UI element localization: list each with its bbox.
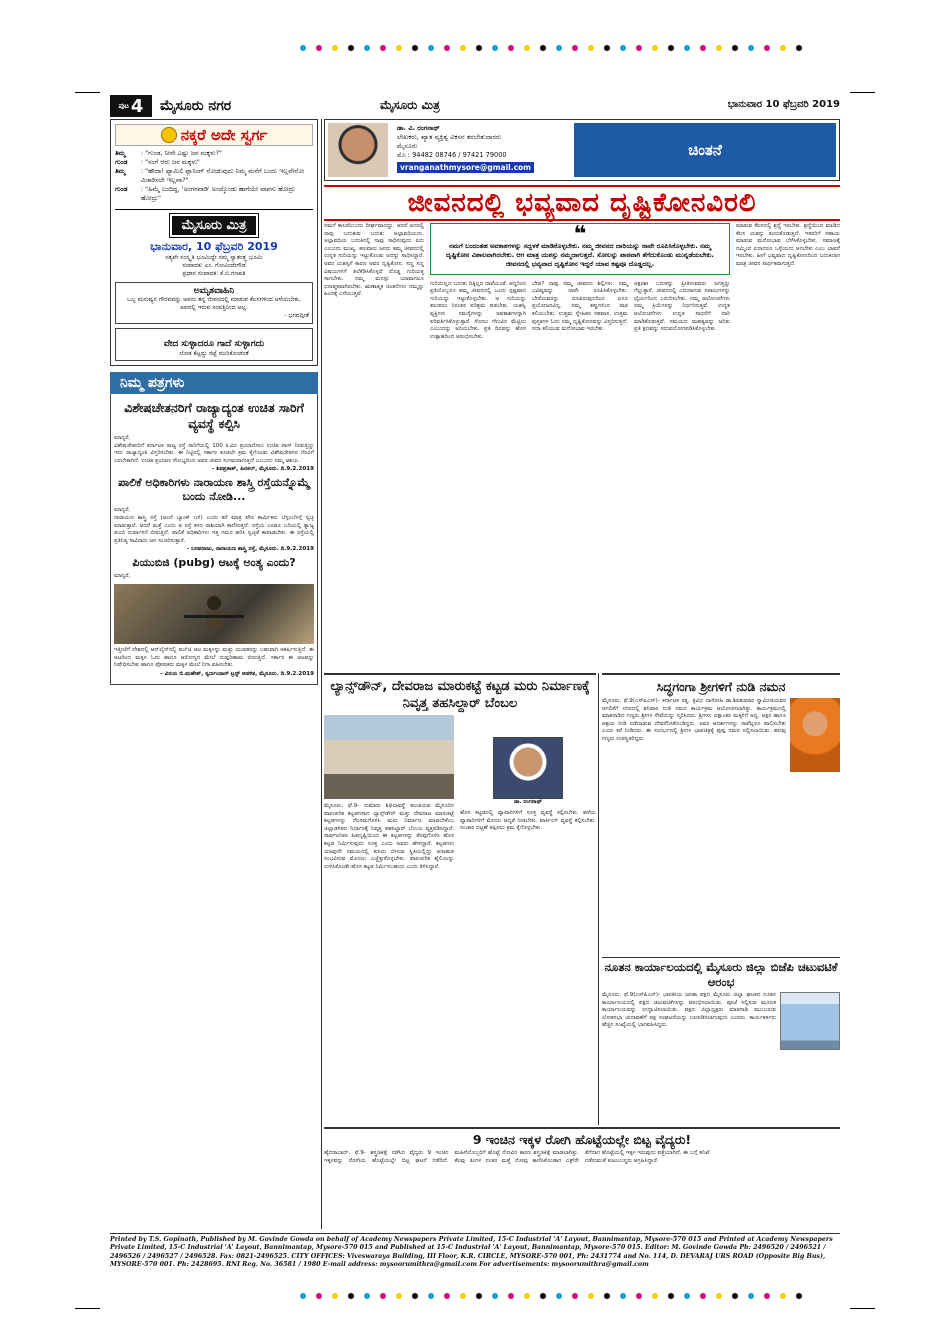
chintane-middle: [430, 223, 730, 669]
author-email: vranganathmysore@gmail.com: [397, 162, 534, 173]
proverb-box: [115, 328, 313, 361]
market-building-photo: [324, 715, 454, 799]
column-divider: [598, 673, 599, 1125]
official-photo-caption: ಡಾ. ರಂಗನಾಥ್: [513, 799, 543, 805]
letter-signature: - ವಿನಯ ಬಿ.ಮಹೇಶ್, ಸ್ವರ್ಣಂದಾರ್ ಟ್ರಸ್ಟ್ ಆಡಳಿತ, ಮೈಸೂರು. ದಿ.9.2.2019: [160, 670, 314, 677]
lansdowne-headline: ಲ್ಯಾನ್ಸ್‌ಡೌನ್, ದೇವರಾಜ ಮಾರುಕಟ್ಟೆ ಕಟ್ಟಡ ಮರು ನಿರ್ಮಾಣಕ್ಕೆ ನಿವೃತ್ತ ತಹಸಿಲ್ದಾರ್ ಬೆಂಬಲ: [330, 679, 590, 711]
lansdowne-body: ಮೈಸೂರು, ಫೆ.9- ಸುಮಾರು ಶಿಥಿಲಾವಸ್ಥೆ ತಲುಪಿರುವ ಮೈಸೂರಿನ ಪಾರಂಪರಿಕ ಕಟ್ಟಡಗಳಾದ ಲ್ಯಾನ್ಸ್‌ಡೌನ್ ಮತ್ತು ದೇವರಾಜ ಮಾರುಕಟ್ಟೆ ಕಟ್ಟಡಗಳನ್ನು ನೆಲಸಮಗೊಳಿಸಿ ಮರು ನಿರ್ಮಾಣ ಮಾಡಬೇಕೆಂಬ ಜಿಲ್ಲಾಡಳಿತದ ನಿರ್ಧಾರಕ್ಕೆ ನಿವೃತ್ತ ತಹಸಿಲ್ದಾರ್ ಬೆಂಬಲ ವ್ಯಕ್ತಪಡಿಸಿದ್ದಾರೆ. ಸಾರ್ವಜನಿಕರ ಹಿತದೃಷ್ಟಿಯಿಂದ ಈ ಕಟ್ಟಡಗಳನ್ನು ತೆರವುಗೊಳಿಸಿ ಹೊಸ ಕಟ್ಟಡ ನಿರ್ಮಿಸುವುದು ಸೂಕ್ತ ಎಂದು ಅವರು ಹೇಳಿದ್ದಾರೆ. ಕಟ್ಟಡಗಳು ಯಾವುದೇ ಸಮಯದಲ್ಲಿ ಕುಸಿದು ಬೀಳುವ ಸ್ಥಿತಿಯಲ್ಲಿದ್ದು ಅನಾಹುತ ಸಂಭವಿಸುವ ಮೊದಲು ಎಚ್ಚೆತ್ತುಕೊಳ್ಳಬೇಕು. ಪಾರಂಪರಿಕ ಶೈಲಿಯನ್ನು ಉಳಿಸಿಕೊಂಡೇ ಹೊಸ ಕಟ್ಟಡ ನಿರ್ಮಿಸಬಹುದು ಎಂದು ತಿಳಿಸಿದ್ದಾರೆ.: [324, 803, 454, 870]
letter-salutation: ಮಾನ್ಯರೆ,: [114, 507, 131, 514]
proverb-text: ಲೋಕ ಕೆಟ್ಟದ್ದು ರಟ್ಟೆ ಮುರಿಕೊಂಡಂತೆ: [179, 350, 249, 357]
author-phone: ಮೊ : 94482 08746 / 97421 79000: [397, 151, 507, 159]
section-title: ಮೈಸೂರು ನಗರ: [160, 98, 232, 114]
letter-body: ಇತ್ತೀಚೆಗೆ ದೇಶದಲ್ಲಿ ಆನ್‌ಲೈನ್‌ನಲ್ಲಿ ಪಬ್‌ಜಿ ಆಟ ಮಕ್ಕಳನ್ನು ಮತ್ತು ಯುವಕರನ್ನು ಬಹುವಾಗಿ ಆಕರ್ಷಿಸುತ್ತಿದೆ. ಈ ಆಟದಿಂದ ಮಕ್ಕಳ ಓದು ಹಾಗೂ ಆರೋಗ್ಯದ ಮೇಲೆ ದುಷ್ಪರಿಣಾಮ ಬೀರುತ್ತಿದೆ. ಸರ್ಕಾರ ಈ ಆಟವನ್ನು ನಿಷೇಧಿಸಬೇಕು ಹಾಗೂ ಪೋಷಕರು ಮಕ್ಕಳ ಮೇಲೆ ನಿಗಾ ವಹಿಸಬೇಕು.: [114, 646, 314, 669]
humor-dialog: [115, 149, 313, 203]
siddaganga-headline: ಸಿದ್ಧಗಂಗಾ ಶ್ರೀಗಳಿಗೆ ನುಡಿ ನಮನ: [656, 679, 786, 694]
masthead-editor: ಸಂಪಾದಕ: ಎಂ. ಗೋವಿಂದೇಗೌಡ: [182, 262, 246, 269]
registration-dots-top: [300, 45, 802, 51]
lansdowne-body-continued: ಹೊಸ ಕಟ್ಟಡದಲ್ಲಿ ವ್ಯಾಪಾರಿಗಳಿಗೆ ಸೂಕ್ತ ವ್ಯವಸ್ಥೆ ಕಲ್ಪಿಸಬೇಕು. ಹಳೆಯ ವ್ಯಾಪಾರಿಗಳಿಗೆ ಮೊದಲ ಆದ್ಯತೆ ನೀಡಬೇಕು. ಪಾರ್ಕಿಂಗ್ ವ್ಯವಸ್ಥೆ ಕಲ್ಪಿಸಬೇಕು. ಸಂಚಾರ ದಟ್ಟಣೆ ತಪ್ಪಿಸಲು ಕ್ರಮ ಕೈಗೊಳ್ಳಬೇಕು.: [460, 810, 596, 832]
chintane-section: [324, 119, 840, 221]
chintane-column: ಮಾಡುವ ಕೆಲಸದಲ್ಲಿ ಶ್ರದ್ಧೆ ಇರಬೇಕು. ಶ್ರದ್ಧೆಯಿಂದ ಮಾಡಿದ ಕೆಲಸ ಯಶಸ್ಸು ತಂದುಕೊಡುತ್ತದೆ. ಇತರರಿಗೆ ಸಹಾಯ ಮಾಡುವ ಮನೋಭಾವ ಬೆಳೆಸಿಕೊಳ್ಳಬೇಕು. ಸಮಾಜಕ್ಕೆ ನಮ್ಮಿಂದ ಏನಾದರೂ ಒಳ್ಳೆಯದು ಆಗಬೇಕು ಎಂಬ ಭಾವನೆ ಇರಬೇಕು. ಹೀಗೆ ಭವ್ಯವಾದ ದೃಷ್ಟಿಕೋನದಿಂದ ಬದುಕಿದಾಗ ಮಾತ್ರ ಜೀವನ ಸಾರ್ಥಕವಾಗುತ್ತದೆ.: [736, 223, 840, 267]
official-photo: [493, 737, 563, 799]
dialog-line: ತಿಮ್ಮ : "ಹೌದಾ! ಫ್ಯಾಮಿಲಿ ಪ್ಲಾನಿಂಗ್ ನೋಡುವುದು ನಿಮ್ಮ ಮನೆಗೆ ಬಂದು ಇಲ್ಲವೇನೋ ವಿಚಾರಿಸಲೇ ಇಲ್ಲವಾ?": [115, 167, 305, 184]
letter-headline: ಪಾಲಿಕೆ ಅಧಿಕಾರಿಗಳು ನಾರಾಯಣ ಶಾಸ್ತ್ರಿ ರಸ್ತೆಯನ್ನೊಮ್ಮೆ ಬಂದು ನೋಡಿ...: [118, 476, 310, 504]
masthead-tagline: ಸತ್ಯವೇ ಸಂಸ್ಕೃತಿ ಭೂಮಿದ್ದೇ ನಮ್ಮ ಸ್ವಾತಂತ್ರ್ಯ ಭೂಮಿ: [165, 254, 263, 261]
humor-title: ನಕ್ಕರೆ ಅದೇ ಸ್ವರ್ಗ: [115, 124, 313, 146]
dialog-line: ಗುಂಡ : "ನಂಗೆ ಆರು ಜನ ಮಕ್ಕಳು": [115, 158, 200, 166]
pull-quote: ನಮಗೆ ಬಂದಂತಹ ಅವಕಾಶಗಳನ್ನು ಸದ್ಬಳಕೆ ಮಾಡಿಕೊಳ್ಳಬೇಕು. ನಮ್ಮ ಜೀವನದ ದಾರಿಯನ್ನು ನಾವೇ ರೂಪಿಸಿಕೊಳ್ಳಬೇಕು. ನಮ್ಮ ದೃಷ್ಟಿಕೋನ ವಿಶಾಲವಾಗಿರಬೇಕು. ಆಗ ಮಾತ್ರ ಯಶಸ್ಸು ನಮ್ಮದಾಗುತ್ತದೆ. ಸೋಲನ್ನು ಪಾಠವಾಗಿ ತೆಗೆದುಕೊಂಡು ಮುನ್ನಡೆಯಬೇಕು. ಜೀವನದಲ್ಲಿ ಭವ್ಯವಾದ ದೃಷ್ಟಿಕೋನ ಇದ್ದರೆ ಯಾವ ಕಷ್ಟವೂ ದೊಡ್ಡದಲ್ಲ.: [446, 242, 714, 269]
letter-signature: - ಶಿವಪ್ರಕಾಶ್, ಹಿನಕಲ್, ಮೈಸೂರು. ದಿ.9.2.2019: [212, 466, 314, 473]
column-divider: [321, 119, 322, 1229]
pull-quote-box: [430, 223, 730, 275]
author-city: ಮೈಸೂರು: [397, 142, 418, 150]
author-role: ಲೇಖಕರು, ಖ್ಯಾತ ವ್ಯಕ್ತಿತ್ವ ವಿಕಸನ ತರಬೇತುದಾರರು: [397, 133, 502, 141]
chintane-body: [324, 223, 840, 669]
page-label: ಪುಟ: [118, 101, 129, 110]
dialog-line: ಗುಂಡ : "ಹಿಮ್ಮೆ ಬಂದಿದ್ದ, 'ಅಂಗನವಾಡಿ' ಅಂದ್ಕೊಂಡು ಹಾಗೆಯೇ ವಾಪಸು ಹೋದ್ರು ಹೋದ್ರು": [115, 185, 296, 202]
amrita-text: ಒಬ್ಬ ಮನುಷ್ಯನ ಗೌರವವನ್ನು ಅವನು ತನ್ನ ಜೀವನದಲ್ಲಿ ಮಾಡುವ ಕೆಲಸಗಳಿಂದ ಅಳೆಯಬೇಕು, ಅವನಲ್ಲಿ ಇರುವ ಸಂಪತ್ತಿನಿಂದ ಅಲ್ಲ.: [127, 296, 301, 311]
chintane-headline: ಜೀವನದಲ್ಲಿ ಭವ್ಯವಾದ ದೃಷ್ಟಿಕೋನವಿರಲಿ: [324, 185, 840, 221]
laughing-face-icon: [161, 127, 177, 143]
chintane-column: ನಮಗೆ ಕಾಲವೆಂಬುದು ದೀರ್ಘವಾದದ್ದು. ಆದರೆ ಅದರಲ್ಲಿ ನಾವು ಬದುಕುವ ಬದುಕು ಅಲ್ಪಾವಧಿಯದು. ಅಲ್ಪಾವಧಿಯ ಬದುಕಿನಲ್ಲಿ ನಾವು ಸಾಧಿಸುವುದು ಏನು ಎಂಬುದು ಮುಖ್ಯ. ಹಲವಾರು ಜನರು ತಮ್ಮ ಜೀವನದಲ್ಲಿ ಉನ್ನತ ಗುರಿಯನ್ನು ಇಟ್ಟುಕೊಂಡು ಅದನ್ನು ಸಾಧಿಸಿದ್ದಾರೆ. ಅವರ ಯಶಸ್ಸಿಗೆ ಕಾರಣ ಅವರ ದೃಷ್ಟಿಕೋನ. ಸಣ್ಣ ಸಣ್ಣ ವಿಷಯಗಳಿಗೆ ತಲೆಕೆಡಿಸಿಕೊಳ್ಳದೆ ದೊಡ್ಡ ಗುರಿಯತ್ತ ಸಾಗಬೇಕು. ನಮ್ಮ ಮನಸ್ಸು ಯಾವಾಗಲೂ ಧನಾತ್ಮಕವಾಗಿರಬೇಕು. ಋಣಾತ್ಮಕ ಚಿಂತನೆಗಳು ನಮ್ಮನ್ನು ಹಿಂದಕ್ಕೆ ಎಳೆಯುತ್ತವೆ.: [324, 223, 424, 298]
author-name: ಡಾ. ವಿ. ರಂಗನಾಥ್: [397, 124, 440, 132]
crop-mark: [850, 1308, 875, 1309]
siddaganga-story: [602, 673, 840, 772]
letter-salutation: ಮಾನ್ಯರೆ,: [114, 435, 131, 441]
letters-banner: ನಿಮ್ಮ ಪತ್ರಗಳು: [110, 372, 318, 394]
masthead-publisher: ಪ್ರಧಾನ ಸಂಪಾದಕ: ಕೆ.ಬಿ.ಗಣಪತಿ: [182, 270, 246, 277]
page-number: 4: [130, 95, 144, 117]
forceps-story: [324, 1127, 840, 1165]
crop-mark: [75, 1308, 100, 1309]
forceps-headline: 9 ಇಂಚಿನ ಇಕ್ಕಳ ರೋಗಿ ಹೊಟ್ಟೆಯಲ್ಲೇ ಬಿಟ್ಟ ವೈದ್ಯರು!: [472, 1132, 692, 1147]
letter-body: ವಿಶೇಷಚೇತನರಿಗೆ ಕರ್ನಾಟಕ ರಾಜ್ಯ ರಸ್ತೆ ಸಾರಿಗೆಯಲ್ಲಿ 100 ಕಿ.ಮೀ ಪ್ರಯಾಣಿಸಲು ಉಚಿತ ಪಾಸ್ ನೀಡುತ್ತಿದ್ದು ಇದು ರಾಜ್ಯಾದ್ಯಂತ ವಿಸ್ತರಿಸಬೇಕು. ಈ ನಿಟ್ಟಿನಲ್ಲಿ ಸರ್ಕಾರ ಕೂಡಲೇ ಕ್ರಮ ಕೈಗೊಂಡು ವಿಶೇಷಚೇತನರ ನೆರವಿಗೆ ಬರಬೇಕಾಗಿದೆ. ಉಚಿತ ಪ್ರಯಾಣ ಸೌಲಭ್ಯದಿಂದ ಅವರ ಜೀವನ ಸುಗಮವಾಗುತ್ತದೆ ಎಂಬುದು ನಮ್ಮ ಆಶಯ.: [114, 442, 314, 464]
pubg-photo: [114, 584, 314, 644]
swamiji-photo: [790, 698, 840, 772]
left-column: [110, 119, 318, 685]
page-number-box: [110, 95, 152, 117]
quote-mark-icon: ❝: [573, 222, 587, 247]
masthead-date: ಭಾನುವಾರ, 10 ಫೆಬ್ರವರಿ 2019: [150, 240, 278, 253]
letter-body: ನಾರಾಯಣ ಶಾಸ್ತ್ರಿ ರಸ್ತೆ (ಅಂದೆ ಬ್ಯಾಂಕ್ ಬಳಿ) ಎಂದು ಕರೆ ಮಾತ್ರ ಪೌರ ಕಾರ್ಮಿಕರು ಬೆಳ್ಳಂಬೆಳಗ್ಗೆ ಸ್ವಚ್ಛ ಮಾಡುತ್ತಾರೆ. ಆದರೆ ಮತ್ತೆ ಎಂದು ಆ ರಸ್ತೆ ಕಸದ ರಾಶಿಯಾಗಿ ಕಾಣಿಸುತ್ತದೆ. ರಸ್ತೆಯ ಎರಡೂ ಬದಿಯಲ್ಲಿ ತ್ಯಾಜ್ಯ ತುಂಬಿ ದುರ್ವಾಸನೆ ಬೀರುತ್ತಿದೆ. ಪಾಲಿಕೆ ಅಧಿಕಾರಿಗಳು ಇತ್ತ ಗಮನ ಹರಿಸಿ ಸ್ವಚ್ಛತೆ ಕಾಪಾಡಬೇಕು. ಈ ರಸ್ತೆಯಲ್ಲಿ ಪ್ರತಿನಿತ್ಯ ಸಾವಿರಾರು ಜನ ಸಂಚರಿಸುತ್ತಾರೆ.: [114, 514, 314, 544]
siddaganga-body: ಮೈಸೂರು, ಫೆ.9(ಎಸ್‌ಪಿಎನ್)- ಕರ್ನಾಟಕ ರತ್ನ, ತ್ರಿವಿಧ ದಾಸೋಹಿ ಡಾ.ಶಿವಕುಮಾರ ಸ್ವಾಮೀಜಿಯವರ ಅಗಲಿಕೆಗೆ ನಗರದಲ್ಲಿ ಶನಿವಾರ ನುಡಿ ನಮನ ಕಾರ್ಯಕ್ರಮ ಆಯೋಜಿಸಲಾಗಿತ್ತು. ಕಾರ್ಯಕ್ರಮದಲ್ಲಿ ಮಾತನಾಡಿದ ಗಣ್ಯರು ಶ್ರೀಗಳ ಸೇವೆಯನ್ನು ಸ್ಮರಿಸಿದರು. ಶ್ರೀಗಳು ಲಕ್ಷಾಂತರ ಮಕ್ಕಳಿಗೆ ಅನ್ನ, ಅಕ್ಷರ ಹಾಗೂ ಆಶ್ರಯ ನೀಡಿ ನಡೆದಾಡುವ ದೇವರೆನಿಸಿಕೊಂಡಿದ್ದರು. ಅವರ ಆದರ್ಶಗಳನ್ನು ನಾವೆಲ್ಲರೂ ಪಾಲಿಸಬೇಕು ಎಂದು ಕರೆ ನೀಡಿದರು. ಈ ಸಂದರ್ಭದಲ್ಲಿ ಶ್ರೀಗಳ ಭಾವಚಿತ್ರಕ್ಕೆ ಪುಷ್ಪ ನಮನ ಸಲ್ಲಿಸಲಾಯಿತು. ಹಲವು ಗಣ್ಯರು ಉಪಸ್ಥಿತರಿದ್ದರು.: [602, 698, 786, 742]
proverb-title: ವೇದ ಸುಳ್ಳಾದರೂ ಗಾದೆ ಸುಳ್ಳಾಗದು: [163, 339, 265, 349]
author-info: [391, 120, 571, 180]
lansdowne-story: [324, 673, 596, 871]
newspaper-page: [110, 95, 840, 1305]
letter-headline: ವಿಶೇಷಚೇತನರಿಗೆ ರಾಜ್ಯಾದ್ಯಂತ ಉಚಿತ ಸಾರಿಗೆ ವ್ಯವಸ್ಥೆ ಕಲ್ಪಿಸಿ: [124, 400, 304, 431]
forceps-body: ಹೈದರಾಬಾದ್, ಫೆ.9- ಶಸ್ತ್ರಚಿಕಿತ್ಸೆ ನಡೆಸಿದ ವೈದ್ಯರು 9 ಇಂಚಿನ ಇಕ್ಕಳವನ್ನು ರೋಗಿಯ ಹೊಟ್ಟೆಯಲ್ಲೇ ಬಿಟ್ಟ ಘಟನೆ ನಡೆದಿದೆ. ಮಹಿಳೆಯೊಬ್ಬರಿಗೆ ಹೊಟ್ಟೆ ನೋವಿನ ಕಾರಣ ಶಸ್ತ್ರಚಿಕಿತ್ಸೆ ಮಾಡಲಾಗಿತ್ತು. ಕೆಲವು ತಿಂಗಳ ನಂತರ ಮತ್ತೆ ನೋವು ಕಾಣಿಸಿಕೊಂಡಾಗ ಎಕ್ಸ್‌ರೇ ತೆಗೆದಾಗ ಹೊಟ್ಟೆಯಲ್ಲಿ ಇಕ್ಕಳ ಇರುವುದು ಪತ್ತೆಯಾಗಿದೆ. ಈ ಬಗ್ಗೆ ತನಿಖೆ ನಡೆಸುವಂತೆ ಕುಟುಂಬಸ್ಥರು ಆಗ್ರಹಿಸಿದ್ದಾರೆ.: [324, 1150, 710, 1164]
letter-salutation: ಮಾನ್ಯರೆ,: [114, 573, 131, 580]
paper-logo: ಮೈಸೂರು ಮಿತ್ರ: [170, 214, 259, 237]
dialog-line: ತಿಮ್ಮ : "ಗುಂಡ, ನೀನೇ ಎಷ್ಟು ಜನ ಮಕ್ಕಳು?": [115, 149, 222, 157]
chintane-column: ಬೇಡ? ನಾವು ನಮ್ಮ ಜೀವನದ ಶಿಲ್ಪಿಗಳು. ನಮ್ಮ ಭವಿಷ್ಯವನ್ನು ನಾವೇ ರೂಪಿಸಿಕೊಳ್ಳಬೇಕು. ಬೇರೆಯವರನ್ನು ದೂಷಿಸುವುದರಿಂದ ಏನೂ ಪ್ರಯೋಜನವಿಲ್ಲ. ನಮ್ಮ ತಪ್ಪುಗಳಿಂದ ಪಾಠ ಕಲಿಯಬೇಕು. ಉತ್ತಮ ಸ್ನೇಹಿತರ ಸಹವಾಸ, ಉತ್ತಮ ಪುಸ್ತಕಗಳ ಓದು ನಮ್ಮ ದೃಷ್ಟಿಕೋನವನ್ನು ವಿಸ್ತರಿಸುತ್ತದೆ. ಸದಾ ಕಲಿಯುವ ಮನೋಭಾವ ಇರಬೇಕು.: [532, 280, 628, 333]
bjp-story: [602, 957, 840, 1050]
paper-name-header: ಮೈಸೂರು ಮಿತ್ರ: [380, 98, 440, 112]
humor-box: [110, 119, 318, 366]
bjp-body: ಮೈಸೂರು, ಫೆ.9(ಎಸ್‌ಪಿಎನ್)- ಭಾರತೀಯ ಜನತಾ ಪಕ್ಷದ ಮೈಸೂರು ಜಿಲ್ಲಾ ಘಟಕದ ನೂತನ ಕಾರ್ಯಾಲಯದಲ್ಲಿ ಪಕ್ಷದ ಚಟುವಟಿಕೆಗಳನ್ನು ಆರಂಭಿಸಲಾಯಿತು. ಪೂಜೆ ಸಲ್ಲಿಸುವ ಮೂಲಕ ಕಾರ್ಯಾಲಯವನ್ನು ಉದ್ಘಾಟಿಸಲಾಯಿತು. ಪಕ್ಷದ ಜಿಲ್ಲಾಧ್ಯಕ್ಷರು ಮಾತನಾಡಿ ಮುಂಬರುವ ಲೋಕಸಭಾ ಚುನಾವಣೆಗೆ ಪಕ್ಷ ಸಂಘಟನೆಯನ್ನು ಬಲಪಡಿಸಲಾಗುವುದು ಎಂದರು. ಕಾರ್ಯಕರ್ತರು ಹೆಚ್ಚಿನ ಸಂಖ್ಯೆಯಲ್ಲಿ ಭಾಗವಹಿಸಿದ್ದರು.: [602, 992, 776, 1029]
crop-mark: [75, 92, 100, 93]
amrita-attribution: - ಭಗವದ್ಗೀತೆ: [284, 312, 309, 319]
page-header-left: [110, 95, 320, 117]
letters-section: [110, 394, 318, 685]
letter-signature: - ಬಸವರಾಜು, ನಾರಾಯಣ ಶಾಸ್ತ್ರಿ ರಸ್ತೆ, ಮೈಸೂರು. ದಿ.9.2.2019: [186, 546, 314, 553]
chintane-column: ಅಕ್ಷರಶಃ ಬದುಕನ್ನು ಪ್ರೀತಿಸುವವರು ಜಗತ್ತನ್ನು ಗೆಲ್ಲುತ್ತಾರೆ. ಜೀವನದಲ್ಲಿ ಎದುರಾಗುವ ಸವಾಲುಗಳನ್ನು ಧೈರ್ಯದಿಂದ ಎದುರಿಸಬೇಕು. ನಮ್ಮ ಆಲೋಚನೆಗಳು ನಮ್ಮ ಕ್ರಿಯೆಗಳನ್ನು ನಿರ್ಧರಿಸುತ್ತವೆ. ಉನ್ನತ ಆಲೋಚನೆಗಳು ಉನ್ನತ ಸಾಧನೆಗೆ ದಾರಿ ಮಾಡಿಕೊಡುತ್ತವೆ. ಸಮಯದ ಮಹತ್ವವನ್ನು ಅರಿತು ಪ್ರತಿ ಕ್ಷಣವನ್ನು ಸದುಪಯೋಗಪಡಿಸಿಕೊಳ್ಳಬೇಕು.: [634, 280, 730, 333]
bjp-office-photo: [780, 992, 840, 1050]
author-strip: [324, 119, 840, 181]
masthead: [115, 209, 313, 278]
chintane-label: ಚಿಂತನೆ: [574, 123, 836, 177]
soldier-icon: [174, 591, 254, 637]
chintane-column: ಗುರಿಯಿಲ್ಲದ ಬದುಕು ದಿಕ್ಕಿಲ್ಲದ ನಾವೆಯಂತೆ. ಆದ್ದರಿಂದ ಪ್ರತಿಯೊಬ್ಬರೂ ತಮ್ಮ ಜೀವನದಲ್ಲಿ ಒಂದು ಸ್ಪಷ್ಟವಾದ ಗುರಿಯನ್ನು ಇಟ್ಟುಕೊಳ್ಳಬೇಕು. ಆ ಗುರಿಯನ್ನು ತಲುಪಲು ನಿರಂತರ ಪರಿಶ್ರಮ ಪಡಬೇಕು. ಯಶಸ್ವಿ ವ್ಯಕ್ತಿಗಳು ಸಮಸ್ಯೆಗಳನ್ನು ಅವಕಾಶಗಳನ್ನಾಗಿ ಪರಿವರ್ತಿಸಿಕೊಳ್ಳುತ್ತಾರೆ. ಸೋಲು ಗೆಲುವಿನ ಮೆಟ್ಟಿಲು ಎಂಬುದನ್ನು ಅರಿಯಬೇಕು. ಪ್ರತಿ ದಿನವನ್ನು ಹೊಸ ಉತ್ಸಾಹದಿಂದ ಆರಂಭಿಸಬೇಕು.: [430, 280, 526, 340]
amrita-title: ಅಮೃತವಾಹಿನಿ: [193, 286, 235, 296]
crop-mark: [850, 92, 875, 93]
header-date: ಭಾನುವಾರ 10 ಫೆಬ್ರವರಿ 2019: [727, 99, 840, 110]
bjp-headline: ನೂತನ ಕಾರ್ಯಾಲಯದಲ್ಲಿ ಮೈಸೂರು ಜಿಲ್ಲಾ ಬಿಜೆಪಿ ಚಟುವಟಿಕೆ ಆರಂಭ: [604, 960, 838, 989]
letter-headline: ಪಿಯುಬಿಜಿ (pubg) ಆಟಕ್ಕೆ ಅಂತ್ಯ ಎಂದು?: [132, 556, 296, 570]
author-photo: [328, 123, 388, 177]
amrita-box: [115, 282, 313, 324]
imprint-footer: Printed by T.S. Gopinath, Published by M. Govinde Gowda on behalf of Academy Newspapers Private Limited, 15-C Industrial 'A' Layout, Bannimantap, Mysore-570 015 and Printed at Academy Newspapers Private Limited, 15-C Industrial 'A' Layout, Bannimantap, Mysore-570 015 and Published at 15-C Industrial 'A' Layout, Bannimantap, Mysore-570 015. Editor: M. Govinde Gowda Ph: 2496520 / 2496521 / 2496526 / 2496527 / 2496528. Fax: 0821-2496525. CITY OFFICES: Viveswaraya Building, III Floor, K.R. CIRCLE, MYSORE-570 001, Ph: 2431774 and No. 114, D. DEVARAJ URS ROAD (Opposite Big Bus), MYSORE-570 001. Ph: 2428695. RNI Reg. No. 36581 / 1980 E-mail address: mysoorumithra@gmail.com For advertisements: mysoorumithra@gmail.com: [110, 1233, 840, 1270]
